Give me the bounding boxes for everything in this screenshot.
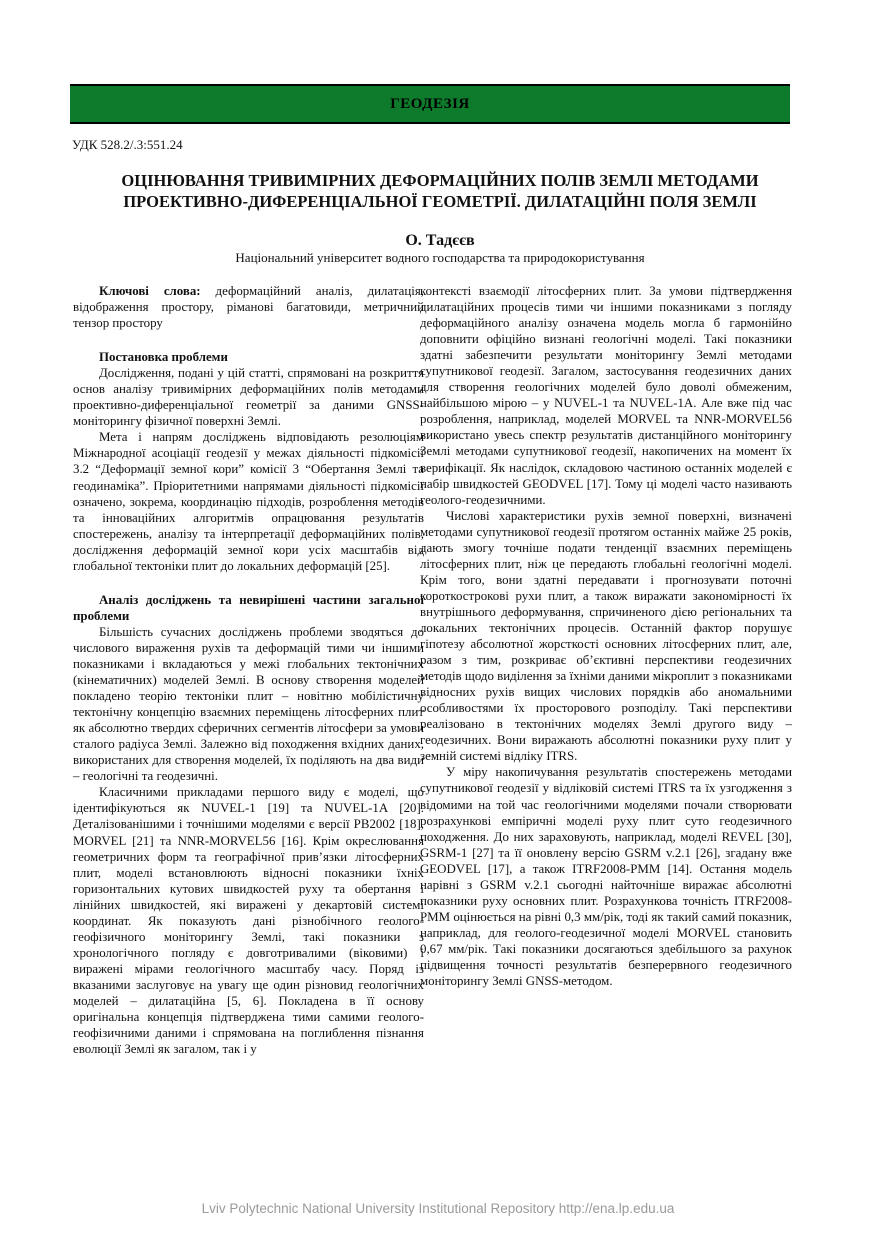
left-column [73, 283, 424, 1057]
keywords-label: Ключові слова: [99, 284, 201, 298]
paragraph: Дослідження, подані у цій статті, спрямовані на розкриття основ аналізу тривимірних деформаційних полів методами проективно-диференціальної геометрії за даними GNSS-моніторингу фізичної поверхні Землі. [73, 366, 424, 429]
keywords-text: деформаційний аналіз, дилатація, відображення простору, рiманові багатовиди, метричний тензор простору [73, 284, 425, 331]
paragraph: Більшість сучасних досліджень проблеми зводяться до числового вираження рухів та деформацій тими чи іншими показниками і вкладаються у межі глобальних тектонічних (кінематичних) моделей Землі. В основу створення моделей покладено теорію тектоніки плит – новітню мобілістичну тектонічну концепцію взаємних переміщень літосферних плит як абсолютно твердих сферичних сегментів літосфери за умови сталого радіуса Землі. Залежно від походження вхідних даних, використаних для створення моделей, їх поділяють на два види – геологічні та геодезичні. [73, 624, 424, 784]
title-line-1: ОЦІНЮВАННЯ ТРИВИМІРНИХ ДЕФОРМАЦІЙНИХ ПОЛІВ ЗЕМЛІ МЕТОДАМИ [121, 171, 759, 190]
keywords [73, 283, 424, 331]
udc-code: УДК 528.2/.3:551.24 [72, 137, 183, 152]
paragraph: Числові характеристики рухів земної поверхні, визначені методами супутникової геодезії протягом останніх майже 25 років, дають змогу точніше подати тенденції взаємних переміщень літосферних плит, ніж це передають глобальні геологічні моделі. Крім того, вони здатні передавати і прогнозувати поточні короткострокові рухи плит, а також виражати закономірності їх внутрішнього деформування, спричиненого дією регіональних та локальних тектонічних процесів. Останній фактор порушує гіпотезу абсолютної жорсткості основних літосферних плит, але, разом з тим, розкриває об’єктивні перспективи геодезичних методів щодо виділення за їхніми даними мікроплит з показниками відносних рухів вищих числових порядків або аномальними особливостями їх просторового розподілу. Такі перспективи реалізовано в тектонічних моделях Землі другого виду – геодезичних. Вони виражають абсолютні показники руху плит у земній системі відліку ITRS. [420, 508, 792, 764]
author-name: О. Тадєєв [405, 232, 475, 249]
right-column [420, 283, 792, 989]
section-title: ГЕОДЕЗІЯ [390, 95, 470, 112]
paragraph: контексті взаємодії літосферних плит. За умови підтвердження дилатаційних процесів тими чи іншими показниками з погляду деформаційного аналізу означена модель могла б гармонійно доповнити офіційно визнані геологічні моделі. Такі показники здатні забезпечити результати моніторингу Землі методами супутникової геодезії. Загалом, застосування геодезичних даних для створення геологічних моделей було доволі обмеженим, найбільшою мірою – у NUVEL-1 та NUVEL-1A. Але вже під час розроблення, наприклад, моделей MORVEL та NNR-MORVEL56 використано увесь спектр результатів дистанційного моніторингу Землі методами супутникової геодезії, накопичених на момент їх верифікації. Як наслідок, складовою частиною останніх моделей є набір швидкостей GEODVEL [17]. Тому ці моделі часто називають геолого-геодезичними. [420, 284, 792, 507]
heading-analysis: Аналіз досліджень та невирішені частини загальної проблеми [73, 592, 424, 623]
heading-problem: Постановка проблеми [99, 350, 228, 365]
author-affiliation: Національний університет водного господарства та природокористування [235, 250, 645, 265]
paragraph: У міру накопичування результатів спостережень методами супутникової геодезії у відліковій системі ITRS та їх узгодження з відомими на той час геологічними моделями почали створювати розрахункові емпіричні моделі руху плит суто геодезичного походження. До них зараховують, наприклад, моделі REVEL [30], GSRM-1 [27] та її оновлену версію GSRM v.2.1 [26], згадану вже GEODVEL [17], а також ITRF2008-PMM [14]. Остання модель нарівні з GSRM v.2.1 сьогодні найточніше виражає абсолютні показники руху основних плит. Розрахункова точність ITRF2008-PMM оцінюється на рівні 0,3 мм/рік, тоді як такий самий показник, наприклад, для геолого-геодезичної моделі MORVEL становить 0,67 мм/рік. Такі показники досягаються здебільшого за рахунок підвищення точності результатів безперервного геодезичного моніторингу Землі GNSS-методом. [420, 765, 792, 989]
paragraph: Мета і напрям досліджень відповідають резолюціям Міжнародної асоціації геодезії у межах діяльності підкомісії 3.2 “Деформації земної кори” комісії 3 “Обертання Землі та геодинаміка”. Пріоритетними напрямами діяльності підкомісії означено, зокрема, координацію підходів, розроблення методів та інноваційних алгоритмів опрацювання результатів спостережень, аналізу та інтерпретації деформаційних полів, дослідження деформацій земної кори усіх масштабів від глобальної тектоніки плит до локальних деформацій [25]. [73, 430, 424, 573]
title-line-2: ПРОЕКТИВНО-ДИФЕРЕНЦІАЛЬНОЇ ГЕОМЕТРІЇ. ДИЛАТАЦІЙНІ ПОЛЯ ЗЕМЛІ [123, 192, 757, 211]
repository-footer: Lviv Polytechnic National University Institutional Repository http://ena.lp.edu.ua [201, 1201, 675, 1216]
paragraph: Класичними прикладами першого виду є моделі, що ідентифікуються як NUVEL-1 [19] та NUVEL-1A [20]. Деталізованішими і точнішими моделями є версії PB2002 [18], MORVEL [21] та NNR-MORVEL56 [16]. Крім окреслювання геометричних форм та географічної прив’язки літосферних плит, моделі встановлюють відносні показники їхніх горизонтальних кутових швидкостей руху та обертання і лінійних швидкостей, які виражені у декартовій системі координат. Як показують дані різнобічного геолого-геофізичного моніторингу Землі, такі показники з хронологічного погляду є довготривалими (віковими) і виражені мірами геологічного масштабу часу. Поряд із вказаними заслуговує на увагу ще один різновид геологічних моделей – дилатаційна [5, 6]. Покладена в її основу оригінальна концепція підтверджена тими самими геолого-геофізичними даними і спрямована на поглиблення пізнання еволюції Землі як загалом, так і у [73, 785, 424, 1057]
article-title [70, 170, 810, 212]
section-banner [70, 84, 790, 124]
